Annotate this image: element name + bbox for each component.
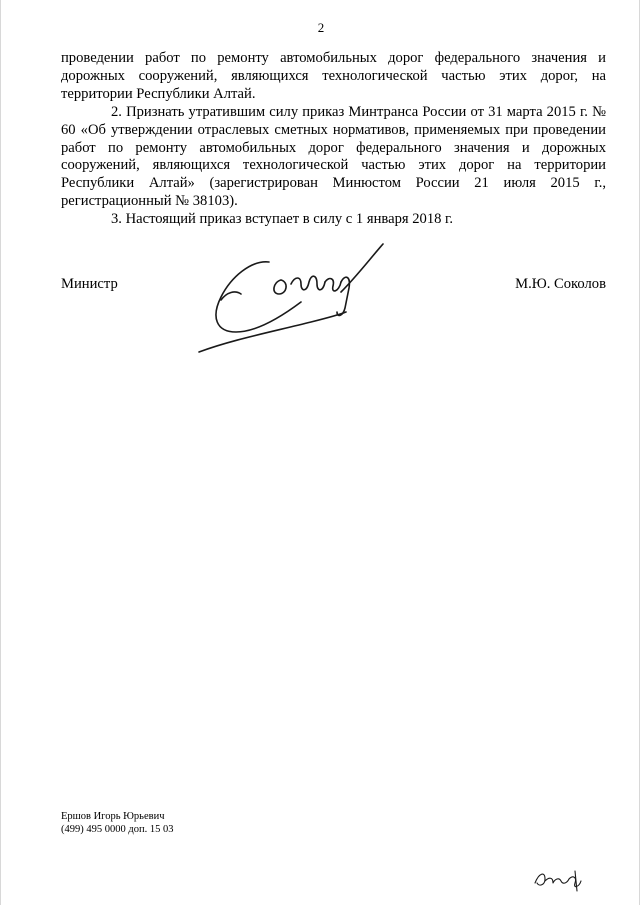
contact-person: Ершов Игорь Юрьевич	[61, 811, 165, 822]
handwritten-initials	[531, 865, 591, 893]
document-body	[61, 50, 606, 229]
signer-title: Министр	[61, 276, 118, 292]
handwritten-signature	[191, 232, 391, 357]
contact-phone: (499) 495 0000 доп. 15 03	[61, 824, 174, 835]
paragraph-item-2: 2. Признать утратившим силу приказ Минтранса России от 31 марта 2015 г. № 60 «Об утверждении отраслевых сметных нормативов, применяемых при проведении работ по ремонту автомобильных дорог федерального значения и дорожных сооружений, являющихся технологической частью этих дорог на территории Республики Алтай» (зарегистрирован Минюстом России 21 июля 2015 г., регистрационный № 38103).	[61, 103, 606, 210]
contact-info	[61, 810, 173, 836]
page-number: 2	[317, 20, 325, 35]
signer-name: М.Ю. Соколов	[515, 276, 606, 292]
paragraph-item-3: 3. Настоящий приказ вступает в силу с 1 января 2018 г.	[111, 211, 454, 228]
paragraph-continuation: проведении работ по ремонту автомобильных дорог федерального значения и дорожных сооружений, являющихся технологической частью этих дорог, на территории Республики Алтай.	[61, 50, 606, 102]
